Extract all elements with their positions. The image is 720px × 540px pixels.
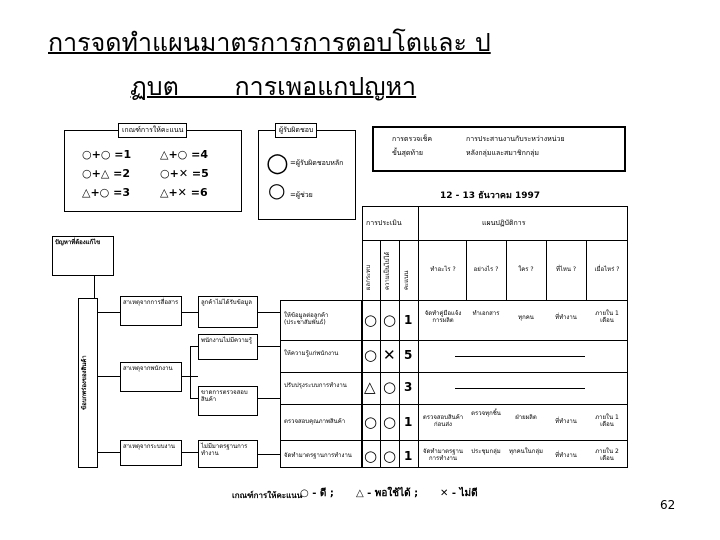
assistant-circle-icon: ○ — [268, 178, 286, 202]
tree-subcause-3: ขาดการตรวจสอบสินค้า — [198, 386, 258, 416]
table-row-4-score: 1 — [404, 415, 413, 429]
table-row-5-what: จัดทำมาตรฐานการทำงาน — [423, 448, 463, 462]
table-row-5-score: 1 — [404, 449, 413, 463]
plan-col-who: ใคร ? — [518, 266, 534, 273]
tree-subcause-1: ลูกค้าไม่ได้รับข้อมูล — [198, 296, 258, 328]
plan-table — [362, 206, 628, 468]
legend-item-2: ○+△ =2 — [82, 167, 130, 180]
table-row-4-who: ฝ่ายผลิต — [515, 414, 537, 421]
table-row-4-when: ภายใน 1 เดือน — [595, 414, 619, 428]
table-row-1-impact: ○ — [364, 311, 378, 329]
table-row-2-impact: ○ — [364, 346, 378, 364]
page-title-line2: ฏบต การเพอแกปญหา — [130, 72, 417, 101]
tree-subcause-2: พนักงานไม่มีความรู้ — [198, 334, 258, 360]
measure-1: ให้ข้อมูลต่อลูกค้า (ประชาสัมพันธ์) — [284, 312, 329, 326]
eval-col-impact: ผลกระทบ — [365, 264, 372, 290]
table-row-1-what: จัดทำคู่มือแจ้งการผลิต — [424, 310, 462, 324]
info-row2-label: ขั้นสุดท้าย — [392, 149, 424, 157]
table-row-5-who: ทุกคนในกลุ่ม — [509, 448, 543, 455]
bottom-legend-label: เกณฑ์การให้คะแนน — [232, 491, 303, 500]
tree-cause-2: สาเหตุจากพนักงาน — [120, 362, 182, 392]
table-row-3-feasibility: ○ — [383, 378, 397, 396]
date-label: 12 - 13 ธันวาคม 1997 — [440, 191, 541, 201]
measure-5: จัดทำมาตรฐานการทำงาน — [284, 452, 352, 459]
responsible-box-header: ผู้รับผิดชอบ — [275, 123, 317, 138]
table-row-4-how: ตรวจทุกชิ้น — [471, 410, 501, 417]
main-responsible-label: =ผู้รับผิดชอบหลัก — [290, 159, 344, 167]
plan-col-when: เมื่อไหร่ ? — [594, 266, 620, 273]
measure-4: ตรวจสอบคุณภาพสินค้า — [284, 418, 346, 425]
table-row-1-when: ภายใน 1 เดือน — [595, 310, 619, 324]
table-row-1-score: 1 — [404, 313, 413, 327]
table-row-1-feasibility: ○ — [383, 311, 397, 329]
table-row-4-impact: ○ — [364, 413, 378, 431]
plan-header: แผนปฏิบัติการ — [482, 219, 526, 227]
tree-subcause-4: ไม่มีมาตรฐานการทำงาน — [198, 440, 258, 468]
table-row-4-where: ที่ทำงาน — [555, 418, 577, 425]
tree-cause-1: สาเหตุจากการสื่อสาร — [120, 296, 182, 326]
assistant-label: =ผู้ช่วย — [290, 191, 313, 199]
measure-2: ให้ความรู้แก่พนักงาน — [284, 350, 339, 357]
measure-3: ปรับปรุงระบบการทำงาน — [284, 382, 347, 389]
page-number: 62 — [660, 498, 676, 512]
table-row-3-score: 3 — [404, 380, 413, 394]
table-row-1-who: ทุกคน — [518, 314, 534, 321]
table-row-1-how: ทำเอกสาร — [472, 310, 500, 317]
table-row-5-feasibility: ○ — [383, 447, 397, 465]
legend-item-5: ○+✕ =5 — [160, 167, 209, 180]
table-row-5-how: ประชุมกลุ่ม — [471, 448, 501, 455]
info-row1-value: การประสานงานกับระหว่างหน่วย — [466, 135, 565, 143]
bottom-legend-good: ○ - ดี ; — [300, 488, 334, 499]
plan-col-what: ทำอะไร ? — [430, 266, 456, 273]
legend-item-1: ○+○ =1 — [82, 148, 132, 161]
info-row1-label: การตรวจเช็ค — [392, 135, 433, 143]
table-row-5-where: ที่ทำงาน — [555, 452, 577, 459]
legend-item-3: △+○ =3 — [82, 186, 130, 199]
table-row-2-feasibility: ✕ — [383, 346, 396, 364]
bottom-legend-bad: ✕ - ไม่ดี — [440, 488, 478, 499]
table-row-3-impact: △ — [364, 378, 376, 396]
legend-item-6: △+✕ =6 — [160, 186, 208, 199]
tree-cause-3: สาเหตุจากระบบงาน — [120, 440, 182, 466]
plan-col-how: อย่างไร ? — [473, 266, 499, 273]
bottom-legend-fair: △ - พอใช้ได้ ; — [356, 488, 419, 499]
table-row-4-what: ตรวจสอบสินค้าก่อนส่ง — [422, 414, 464, 428]
info-row2-value: หลังกลุ่มและสมาชิกกลุ่ม — [466, 149, 539, 157]
page-title-line1: การจดทำแผนมาตรการการตอบโตและ ป — [48, 28, 491, 57]
eval-col-feasibility: ความเป็นไปได้ — [384, 251, 391, 290]
eval-col-score: คะแนน — [403, 270, 410, 290]
legend-item-4: △+○ =4 — [160, 148, 208, 161]
table-row-1-where: ที่ทำงาน — [555, 314, 577, 321]
plan-col-where: ที่ไหน ? — [555, 266, 577, 273]
tree-root-box: ปัญหาที่ต้องแก้ไข — [52, 236, 114, 276]
main-responsible-circle-icon: ○ — [266, 148, 289, 178]
table-row-5-impact: ○ — [364, 447, 378, 465]
eval-header: การประเมิน — [366, 219, 402, 227]
tree-problem-box: ข้อบกพร่องของสินค้า — [78, 298, 98, 468]
table-row-2-score: 5 — [404, 348, 413, 362]
legend-box-header: เกณฑ์การให้คะแนน — [118, 123, 187, 138]
table-row-4-feasibility: ○ — [383, 413, 397, 431]
table-row-5-when: ภายใน 2 เดือน — [595, 448, 619, 462]
